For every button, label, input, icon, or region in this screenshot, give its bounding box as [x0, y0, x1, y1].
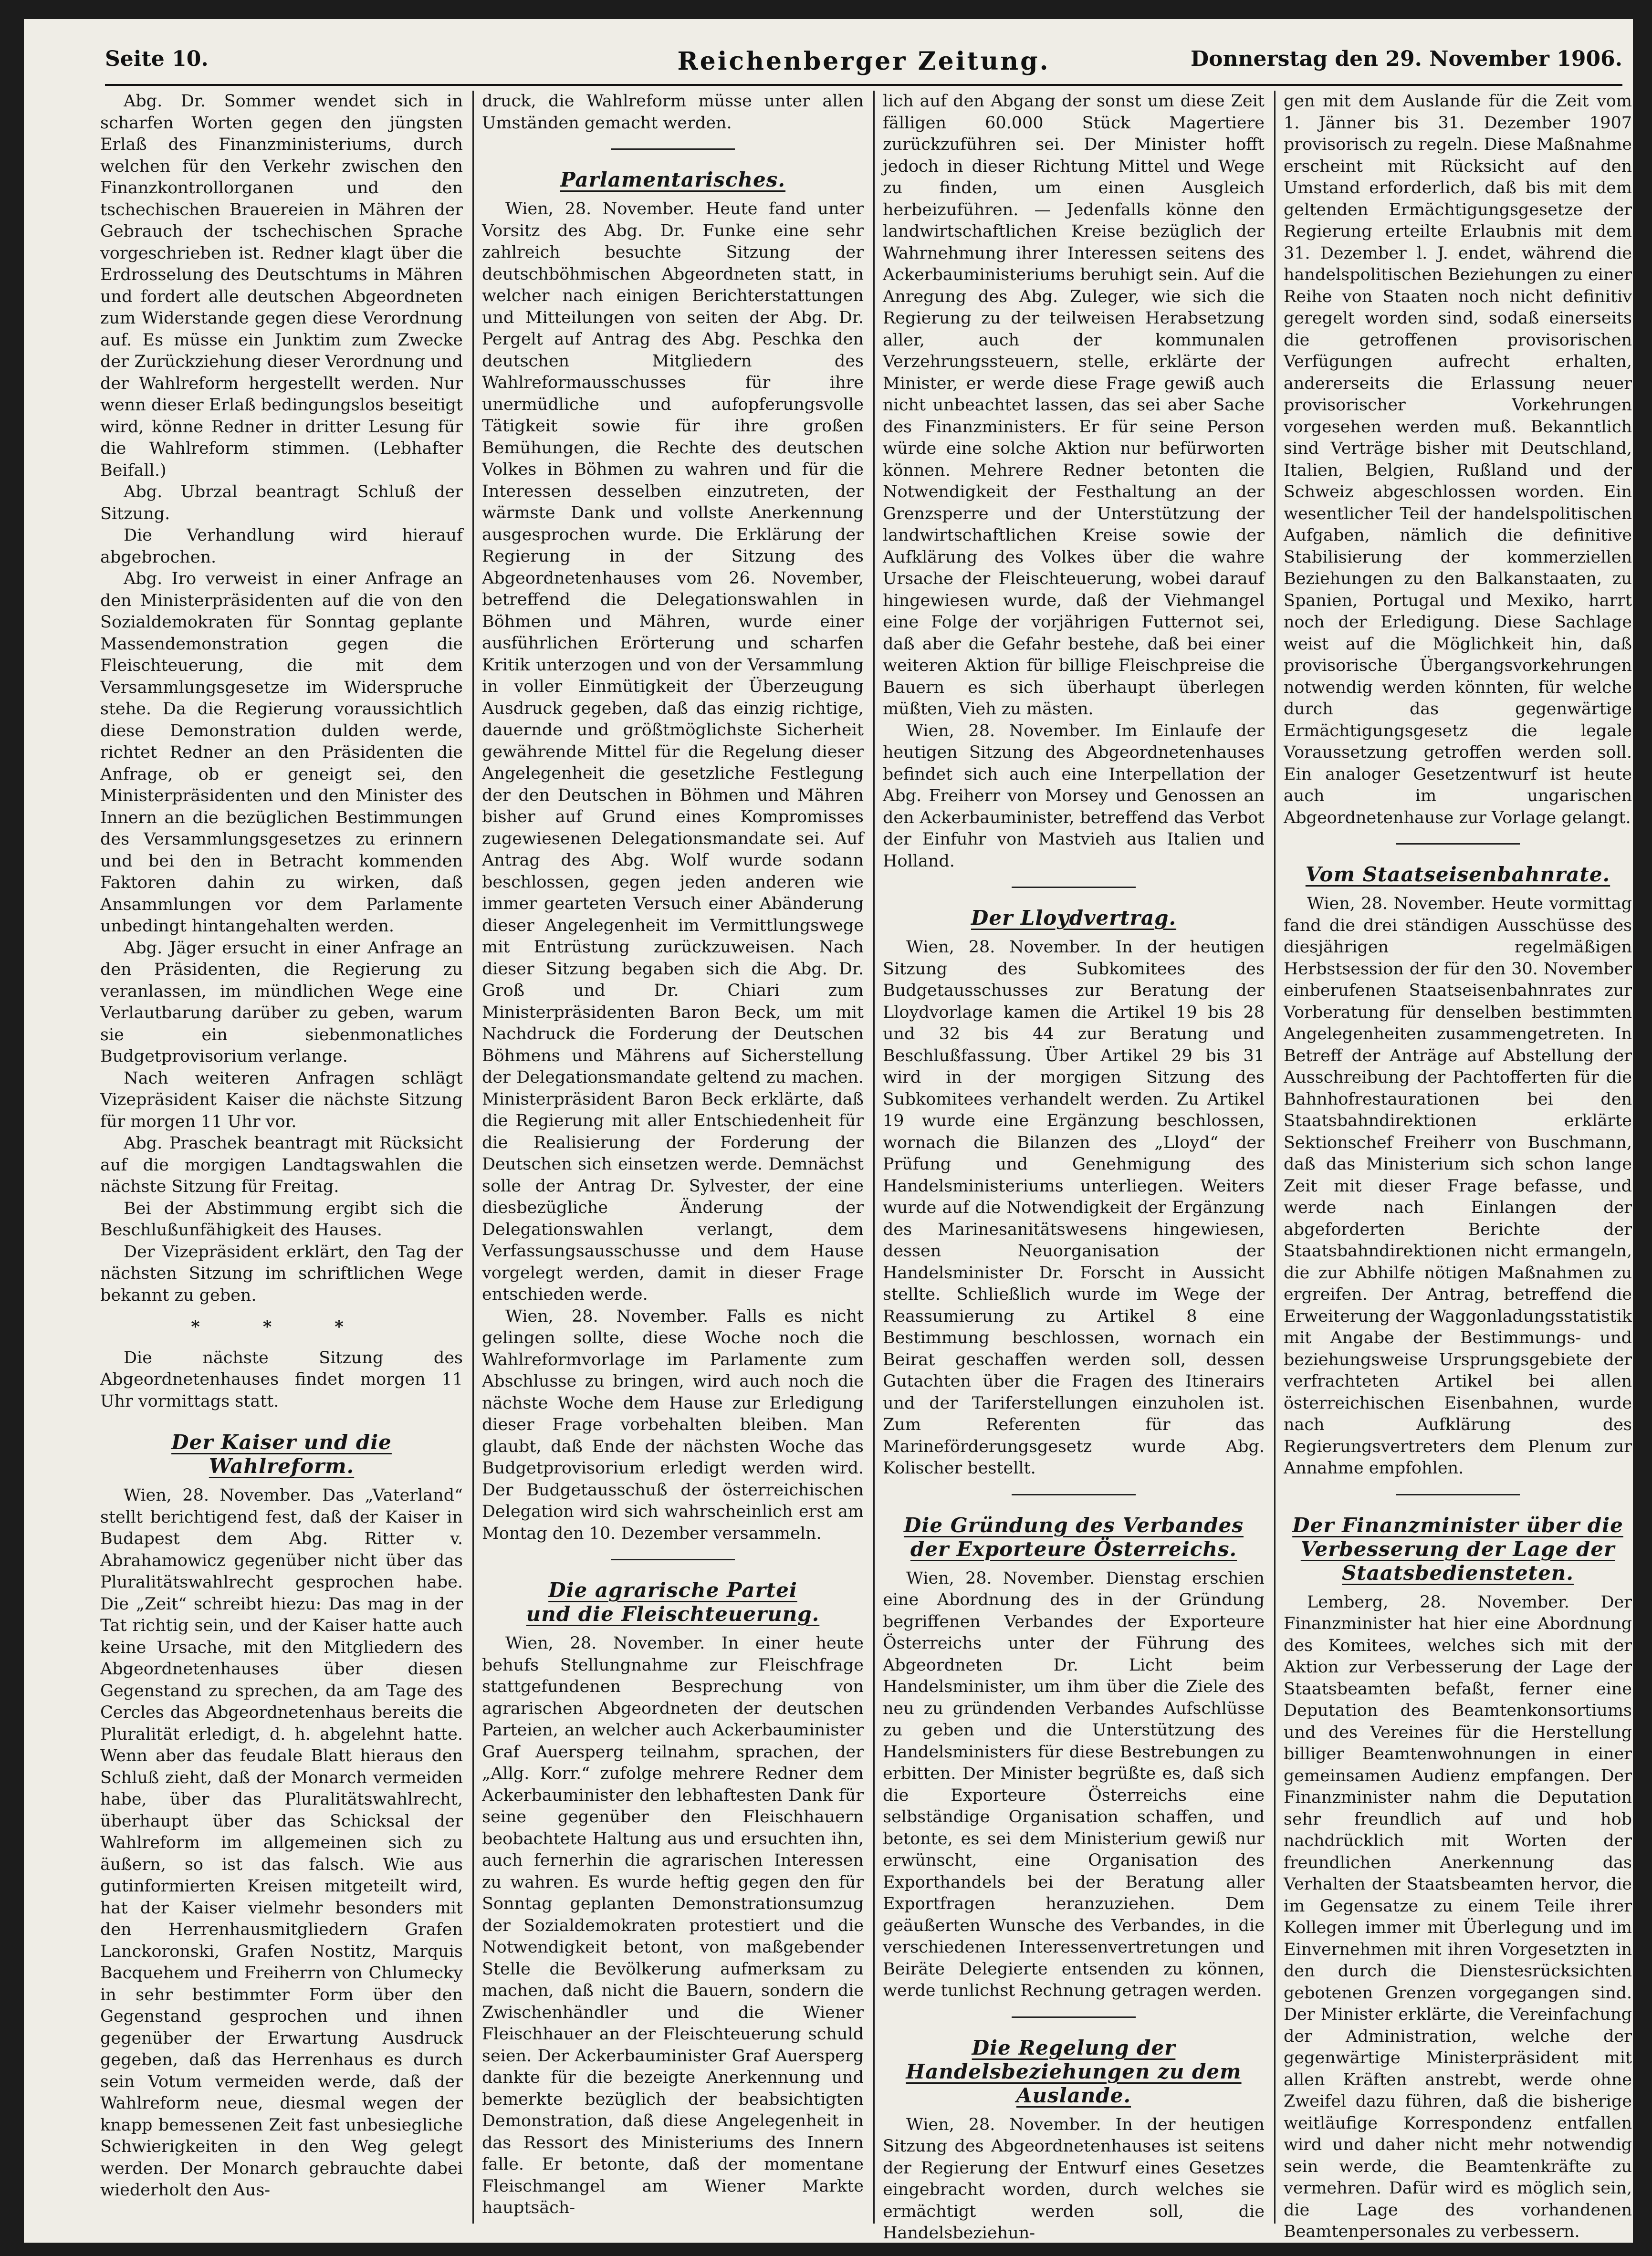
headline-agrarische-partei: Die agrarische Partei und die Fleischteuerung.	[526, 1578, 820, 1626]
article-paragraph: Der Vizepräsident erklärt, den Tag der nächsten Sitzung im schriftlichen Wege bekannt zu geben.	[100, 1242, 463, 1305]
article-paragraph: Wien, 28. November. Heute fand unter Vorsitz des Abg. Dr. Funke eine sehr zahlreich besuchte Sitzung der deutschböhmischen Abgeordneten statt, in welcher nach einigen Berichterstattungen und Mitteilungen von seiten der Abg. Dr. Pergelt auf Antrag des Abg. Peschka den deutschen Mitgliedern des Wahlreformausschusses für ihre unermüdliche und aufopferungsvolle Tätigkeit sowie für ihre großen Bemühungen, die Rechte des deutschen Volkes in Böhmen zu wahren und für die Interessen desselben einzutreten, der wärmste Dank und vollste Anerkennung ausgesprochen wurde. Die Erklärung der Regierung in der Sitzung des Abgeordnetenhauses vom 26. November, betreffend die Delegationswahlen in Böhmen und Mähren, wurde einer ausführlichen Erörterung und scharfen Kritik unterzogen und von der Versammlung in voller Einmütigkeit der Überzeugung Ausdruck gegeben, daß das einzig richtige, dauernde und größtmöglichste Sicherheit gewährende Mittel für die Regelung dieser Angelegenheit die gesetzliche Festlegung der den Deutschen in Böhmen und Mähren bisher auf Grund eines Kompromisses zugewiesenen Delegationsmandate sei. Auf Antrag des Abg. Wolf wurde sodann beschlossen, gegen jeden anderen wie immer gearteten Versuch einer Abänderung dieser Angelegenheit im Vermittlungswege mit Entrüstung zurückzuweisen. Nach dieser Sitzung begaben sich die Abg. Dr. Groß und Dr. Chiari zum Ministerpräsidenten Baron Beck, um mit Nachdruck die Forderung der Deutschen Böhmens und Mährens auf Sicherstellung der Delegationsmandate geltend zu machen. Ministerpräsident Baron Beck erklärte, daß die Regierung mit aller Entschiedenheit für die Realisierung der Forderung der Deutschen sich einsetzen werde. Demnächst solle der Antrag Dr. Sylvester, der eine diesbezügliche Änderung der Delegationswahlen verlangt, dem Verfassungsausschusse und dem Hause vorgelegt werden, damit in dieser Frage entschieden werde.	[482, 199, 864, 1304]
article-paragraph: Die nächste Sitzung des Abgeordnetenhauses findet morgen 11 Uhr vormittags statt.	[100, 1348, 463, 1411]
divider	[1012, 2016, 1136, 2018]
masthead	[105, 46, 1622, 86]
divider	[1012, 1494, 1136, 1495]
article-paragraph: Abg. Praschek beantragt mit Rücksicht auf die morgigen Landtagswahlen die nächste Sitzung für Freitag.	[100, 1134, 463, 1196]
column-3	[883, 91, 1265, 2243]
article-paragraph: Wien, 28. November. Im Einlaufe der heutigen Sitzung des Abgeordnetenhauses befindet sich auch eine Interpellation der Abg. Freiherr von Morsey und Genossen an den Ackerbauminister, betreffend das Verbot der Einfuhr von Mastvieh aus Italien und Holland.	[883, 721, 1265, 871]
article-paragraph: Wien, 28. November. In einer heute behufs Stellungnahme zur Fleischfrage stattgefundenen Besprechung von agrarischen Abgeordneten der deutschen Parteien, an welcher auch Ackerbauminister Graf Auersperg teilnahm, sprachen, der „Allg. Korr.“ zufolge mehrere Redner dem Ackerbauminister den lebhaftesten Dank für seine gegenüber den Fleischhauern beobachtete Haltung aus und ersuchten ihn, auch fernerhin die agrarischen Interessen zu wahren. Es wurde heftig gegen den für Sonntag geplanten Demonstrationsumzug der Sozialdemokraten protestiert und die Notwendigkeit betont, von maßgebender Stelle die Bevölkerung aufmerksam zu machen, daß nicht die Bauern, sondern die Zwischenhändler und die Wiener Fleischhauer an der Fleischteuerung schuld seien. Der Ackerbauminister Graf Auersperg dankte für die bezeigte Anerkennung und bemerkte bezüglich der beabsichtigten Demonstration, daß diese Angelegenheit in das Ressort des Ministeriums des Innern falle. Er betonte, daß der momentane Fleischmangel am Wiener Markte hauptsäch-	[482, 1634, 864, 2217]
column-2	[482, 91, 864, 2224]
article-paragraph: Abg. Jäger ersucht in einer Anfrage an den Präsidenten, die Regierung zu veranlassen, im mündlichen Wege eine Verlautbarung darüber zu geben, warum sie ein siebenmonatliches Budgetprovisorium verlange.	[100, 938, 463, 1066]
article-paragraph: Abg. Iro verweist in einer Anfrage an den Ministerpräsidenten auf die von den Sozialdemokraten für Sonntag geplante Massendemonstration gegen die Fleischteuerung, die mit dem Versammlungsgesetze im Widerspruche stehe. Da die Regierung voraussichtlich diese Demonstration dulden werde, richtet Redner an den Präsidenten die Anfrage, ob er geneigt sei, den Ministerpräsidenten und den Minister des Innern an die bezüglichen Bestimmungen des Versammlungsgesetzes zu erinnern und bei den in Betracht kommenden Faktoren dahin zu wirken, daß Ansammlungen vor dem Parlamente unbedingt hintangehalten werden.	[100, 569, 463, 936]
article-paragraph: Wien, 28. November. Das „Vaterland“ stellt berichtigend fest, daß der Kaiser in Budapest dem Abg. Ritter v. Abrahamowicz gegenüber nicht über das Pluralitätswahlrecht gesprochen habe. Die „Zeit“ schreibt hiezu: Das mag in der Tat richtig sein, und der Kaiser hatte auch keine Ursache, mit den Mitgliedern des Abgeordnetenhauses über diesen Gegenstand zu sprechen, da am Tage des Cercles das Abgeordnetenhaus bereits die Pluralität erledigt, d. h. abgelehnt hatte. Wenn aber das feudale Blatt hieraus den Schluß zieht, daß der Monarch vermeiden habe, über das Pluralitätswahlrecht, überhaupt über das Schicksal der Wahlreform im allgemeinen sich zu äußern, so ist das falsch. Wie aus gutinformierten Kreisen mitgeteilt wird, hat der Kaiser vielmehr besonders mit den Herrenhausmitgliedern Grafen Lanckoronski, Grafen Nostitz, Marquis Bacquehem und Freiherrn von Chlumecky in sehr bestimmter Form über den Gegenstand gesprochen und ihnen gegenüber der Erwartung Ausdruck gegeben, daß das Herrenhaus es durch sein Votum vermeiden werde, daß der Wahlreform neue, diesmal wegen der knapp bemessenen Zeit fast unbesiegliche Schwierigkeiten in den Weg gelegt werden. Der Monarch gebrauchte dabei wiederholt den Aus-	[100, 1486, 463, 2200]
article-paragraph: Lemberg, 28. November. Der Finanzminister hat hier eine Abordnung des Komitees, welches sich mit der Aktion zur Verbesserung der Lage der Staatsbeamten befaßt, ferner eine Deputation des Beamtenkonsortiums und des Vereines für die Herstellung billiger Beamtenwohnungen in einer gemeinsamen Audienz empfangen. Der Finanzminister nahm die Deputation sehr freundlich auf und hob nachdrücklich mit Worten der freundlichen Anerkennung das Verhalten der Staatsbeamten hervor, die im Gegensatze zu einem Teile ihrer Kollegen immer mit Überlegung und im Einvernehmen mit ihren Vorgesetzten in den durch die Dienstesrücksichten gebotenen Grenzen vorgegangen sind. Der Minister erklärte, die Vereinfachung der Administration, welche der gegenwärtige Ministerpräsident mit allen Kräften anstrebt, werde ohne Zweifel dazu führen, daß die bisherige weitläufige Korrespondenz entfallen wird und daher nicht mehr notwendig sein werde, die Beamtenkräfte zu vermehren. Dafür wird es möglich sein, die Lage des vorhandenen Beamtenpersonales zu verbessern.	[1284, 1592, 1632, 2241]
headline-staatseisenbahnrat: Vom Staatseisenbahnrate.	[1305, 863, 1610, 886]
column-4	[1284, 91, 1632, 2241]
headline-kaiser-wahlreform: Der Kaiser und die Wahlreform.	[171, 1431, 392, 1478]
article-paragraph: gen mit dem Auslande für die Zeit vom 1. Jänner bis 31. Dezember 1907 provisorisch zu regeln. Diese Maßnahme erscheint mit Rücksicht auf den Umstand erforderlich, daß bis mit dem geltenden Ermächtigungsgesetze der Regierung erteilte Erlaubnis mit dem 31. Dezember l. J. endet, während die handelspolitischen Beziehungen zu einer Reihe von Staaten noch nicht definitiv geregelt worden sind, sodaß einerseits die getroffenen provisorischen Verfügungen aufrecht erhalten, andererseits die Erlassung neuer provisorischer Vorkehrungen vorgesehen werden muß. Bekanntlich sind Verträge bisher mit Deutschland, Italien, Belgien, Rußland und der Schweiz abgeschlossen worden. Ein wesentlicher Teil der handelspolitischen Aufgaben, nämlich die definitive Stabilisierung der kommerziellen Beziehungen zu den Balkanstaaten, zu Spanien, Portugal und Mexiko, harrt noch der Erledigung. Diese Sachlage weist auf die Möglichkeit hin, daß provisorische Übergangsvorkehrungen notwendig werden könnten, für welche durch das gegenwärtige Ermächtigungsgesetz die legale Voraussetzung getroffen werden soll. Ein analoger Gesetzentwurf ist heute auch im ungarischen Abgeordnetenhause zur Vorlage gelangt.	[1284, 92, 1632, 827]
headline-verband-exporteure: Die Gründung des Verbandes der Exporteure Österreichs.	[903, 1513, 1244, 1561]
headline-parlamentarisches: Parlamentarisches.	[560, 168, 786, 191]
newspaper-title: Reichenberger Zeitung.	[677, 47, 1050, 76]
article-paragraph: lich auf den Abgang der sonst um diese Zeit fälligen 60.000 Stück Magertiere zurückzuführen sei. Der Minister hofft jedoch in dieser Richtung Mittel und Wege zu finden, um einen Ausgleich herbeizuführen. — Jedenfalls könne den landwirtschaftlichen Kreise bezüglich der Wahrnehmung ihrer Interessen seitens des Ackerbauministeriums beruhigt sein. Auf die Anregung des Abg. Zuleger, wie sich die Regierung zu der teilweisen Herabsetzung aller, auch der kommunalen Verzehrungssteuern, stelle, erklärte der Minister, er werde diese Frage gewiß auch nicht unbeachtet lassen, das sei aber Sache des Finanzministers. Er für seine Person würde eine solche Aktion nur befürworten können. Mehrere Redner betonten die Notwendigkeit der Festhaltung an der Grenzsperre und der Unterstützung der landwirtschaftlichen Kreise sowie der Aufklärung des Volkes über die wahre Ursache der Fleischteuerung, wobei darauf hingewiesen wurde, daß der Viehmangel eine Folge der vorjährigen Futternot sei, daß aber die Gefahr bestehe, daß bei einer weiteren Aktion für billige Fleischpreise die Bauern es sich überhaupt überlegen müßten, Vieh zu mästen.	[883, 92, 1265, 719]
page-number: Seite 10.	[105, 47, 209, 71]
article-paragraph: Wien, 28. November. Heute vormittag fand die drei ständigen Ausschüsse des diesjährigen regelmäßigen Herbstsession der für den 30. November einberufenen Staatseisenbahnrates zur Vorberatung für denselben bestimmten Angelegenheiten zusammengetreten. In Betreff der Anträge auf Abstellung der Ausschreibung der Pachtofferten für die Bahnhofrestaurationen bei den Staatsbahndirektionen erklärte Sektionschef Freiherr von Buschmann, daß das Ministerium sich schon lange Zeit mit dieser Frage befasse, und werde nach Einlangen der abgeforderten Berichte der Staatsbahndirektionen nicht ermangeln, die zur Abhilfe nötigen Maßnahmen zu ergreifen. Der Antrag, betreffend die Erweiterung der Waggonladungsstatistik mit Angabe der Bestimmungs- und beziehungsweise Ursprungsgebiete der verfrachteten Artikel bei allen österreichischen Eisenbahnen, wurde nach Aufklärung des Regierungsvertreters dem Plenum zur Annahme empfohlen.	[1284, 894, 1632, 1478]
column-rule	[873, 91, 875, 2224]
section-separator: * * *	[191, 1317, 372, 1337]
divider	[1012, 887, 1136, 888]
article-paragraph: Abg. Ubrzal beantragt Schluß der Sitzung.	[100, 482, 463, 523]
article-paragraph: Nach weiteren Anfragen schlägt Vizepräsident Kaiser die nächste Sitzung für morgen 11 Uhr vor.	[100, 1068, 463, 1131]
article-paragraph: Wien, 28. November. In der heutigen Sitzung des Abgeordnetenhauses ist seitens der Regierung der Entwurf eines Gesetzes eingebracht worden, durch welches sie ermächtigt werden soll, die Handelsbeziehun-	[883, 2115, 1265, 2243]
issue-date: Donnerstag den 29. November 1906.	[1190, 47, 1622, 71]
article-paragraph: Die Verhandlung wird hierauf abgebrochen.	[100, 526, 463, 567]
article-paragraph: Wien, 28. November. Falls es nicht gelingen sollte, diese Woche noch die Wahlreformvorlage im Parlamente zum Abschlusse zu bringen, wird auch noch die nächste Woche dem Hause zur Erledigung dieser Frage vorbehalten bleiben. Man glaubt, daß Ende der nächsten Woche das Budgetprovisorium erledigt werden wird. Der Budgetausschuß der österreichischen Delegation wird sich wahrscheinlich erst am Montag den 10. Dezember versammeln.	[482, 1306, 864, 1543]
divider	[611, 148, 735, 150]
article-paragraph: Abg. Dr. Sommer wendet sich in scharfen Worten gegen den jüngsten Erlaß des Finanzministeriums, durch welchen für den Verkehr zwischen den Finanzkontrollorganen und den tschechischen Brauereien in Mähren der Gebrauch der tschechischen Sprache vorgeschrieben ist. Redner klagt über die Erdrosselung des Deutschtums in Mähren und fordert alle deutschen Abgeordneten zum Widerstande gegen diese Verordnung auf. Es müsse ein Junktim zum Zwecke der Zurückziehung dieser Verordnung und der Wahlreform hergestellt werden. Nur wenn dieser Erlaß bedingungslos beseitigt wird, könne Redner in dritter Lesung für die Wahlreform stimmen. (Lebhafter Beifall.)	[100, 92, 463, 480]
column-rule	[1274, 91, 1276, 2224]
headline-handelsbeziehungen: Die Regelung der Handelsbeziehungen zu dem Auslande.	[906, 2036, 1242, 2107]
column-1	[100, 91, 463, 2224]
article-paragraph: Bei der Abstimmung ergibt sich die Beschlußunfähigkeit des Hauses.	[100, 1199, 463, 1240]
article-paragraph: druck, die Wahlreform müsse unter allen Umständen gemacht werden.	[482, 92, 864, 133]
column-rule	[472, 91, 474, 2224]
article-paragraph: Wien, 28. November. In der heutigen Sitzung des Subkomitees des Budgetausschusses zur Beratung der Lloydvorlage kamen die Artikel 19 bis 28 und 32 bis 44 zur Beratung und Beschlußfassung. Über Artikel 29 bis 31 wird in der morgigen Sitzung des Subkomitees verhandelt werden. Zu Artikel 19 wurde eine Ergänzung beschlossen, wornach die Bilanzen des „Lloyd“ der Prüfung und Genehmigung des Handelsministeriums unterliegen. Weiters wurde auf die Notwendigkeit der Ergänzung des Marinesanitätswesens hingewiesen, dessen Neuorganisation der Handelsminister Dr. Forscht in Aussicht stellte. Schließlich wurde im Wege der Reassumierung zu Artikel 8 eine Bestimmung beschlossen, wornach ein Beirat geschaffen werden soll, dessen Gutachten über die Fragen des Itinerairs und der Tariferstellungen einzuholen ist. Zum Referenten für das Marineförderungsgesetz wurde Abg. Kolischer bestellt.	[883, 938, 1265, 1478]
newspaper-page	[24, 19, 1633, 2243]
divider	[1396, 843, 1520, 845]
headline-finanzminister: Der Finanzminister über die Verbesserung der Lage der Staatsbediensteten.	[1292, 1513, 1623, 1585]
divider	[1396, 1494, 1520, 1495]
article-paragraph: Wien, 28. November. Dienstag erschien eine Abordnung des in der Gründung begriffenen Verbandes der Exporteure Österreichs unter der Führung des Abgeordneten Dr. Licht beim Handelsminister, um ihm über die Ziele des neu zu gründenden Verbandes Aufschlüsse zu geben und die Unterstützung des Handelsministers für diese Bestrebungen zu erbitten. Der Minister begrüßte es, daß sich die Exporteure Österreichs eine selbständige Organisation schaffen, und betonte, es sei dem Ministerium gewiß nur erwünscht, eine Organisation des Exporthandels bei der Beratung aller Exportfragen heranzuziehen. Dem geäußerten Wunsche des Verbandes, in die verschiedenen Interessenvertretungen und Beiräte Delegierte entsenden zu können, werde tunlichst Rechnung getragen werden.	[883, 1568, 1265, 2000]
divider	[611, 1559, 735, 1560]
headline-lloydvertrag: Der Lloydvertrag.	[971, 906, 1177, 930]
